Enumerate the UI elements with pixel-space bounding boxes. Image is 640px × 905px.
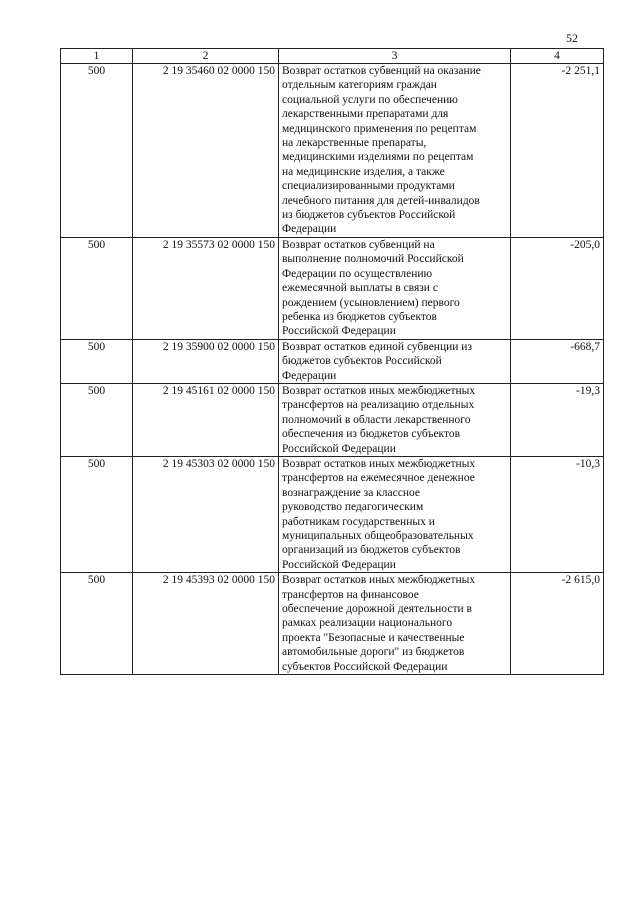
table-row xyxy=(61,64,604,238)
page-number: 52 xyxy=(566,31,578,45)
amount-cell: -19,3 xyxy=(511,383,604,456)
description-line: обеспечение дорожной деятельности в xyxy=(282,603,472,616)
description-line: Возврат остатков иных межбюджетных xyxy=(282,384,476,397)
description-line: Российской Федерации xyxy=(282,558,396,571)
table-row xyxy=(61,383,604,456)
description-line: работникам государственных и xyxy=(282,515,435,528)
description-line: бюджетов субъектов Российской xyxy=(282,355,442,368)
budget-code-cell: 2 19 45303 02 0000 150 xyxy=(133,456,279,572)
description-line: медицинскими изделиями по рецептам xyxy=(282,151,474,164)
description-line: социальной услуги по обеспечению xyxy=(282,93,458,106)
description-line: рождением (усыновлением) первого xyxy=(282,296,460,309)
description-cell xyxy=(279,383,511,456)
description-cell xyxy=(279,237,511,339)
description-line: на медицинские изделия, а также xyxy=(282,165,445,178)
description-line: специализированными продуктами xyxy=(282,180,455,193)
amount-cell: -10,3 xyxy=(511,456,604,572)
admin-code-cell: 500 xyxy=(61,456,133,572)
description-cell xyxy=(279,339,511,383)
description-line: руководство педагогическим xyxy=(282,501,424,514)
column-header-3: 3 xyxy=(279,49,511,64)
description-line: трансфертов на реализацию отдельных xyxy=(282,399,475,412)
description-line: Российской Федерации xyxy=(282,325,396,338)
description-line: вознаграждение за классное xyxy=(282,486,420,499)
description-line: на лекарственные препараты, xyxy=(282,137,427,150)
admin-code-cell: 500 xyxy=(61,573,133,675)
table-row xyxy=(61,339,604,383)
admin-code-cell: 500 xyxy=(61,339,133,383)
description-line: обеспечения из бюджетов субъектов xyxy=(282,428,461,441)
budget-code-cell: 2 19 35900 02 0000 150 xyxy=(133,339,279,383)
description-line: автомобильные дороги" из бюджетов xyxy=(282,646,465,659)
description-cell xyxy=(279,456,511,572)
table-header-row xyxy=(61,49,604,64)
description-cell xyxy=(279,573,511,675)
table-row xyxy=(61,573,604,675)
table-row xyxy=(61,456,604,572)
description-line: ребенка из бюджетов субъектов xyxy=(282,310,437,323)
column-header-1: 1 xyxy=(61,49,133,64)
description-line: ежемесячной выплаты в связи с xyxy=(282,282,438,295)
amount-cell: -205,0 xyxy=(511,237,604,339)
description-line: лечебного питания для детей-инвалидов xyxy=(282,194,480,207)
description-line: из бюджетов субъектов Российской xyxy=(282,209,456,222)
column-header-2: 2 xyxy=(133,49,279,64)
amount-cell: -2 615,0 xyxy=(511,573,604,675)
admin-code-cell: 500 xyxy=(61,383,133,456)
budget-code-cell: 2 19 45161 02 0000 150 xyxy=(133,383,279,456)
description-line: лекарственными препаратами для xyxy=(282,108,449,121)
budget-code-cell: 2 19 45393 02 0000 150 xyxy=(133,573,279,675)
admin-code-cell: 500 xyxy=(61,64,133,238)
description-line: выполнение полномочий Российской xyxy=(282,253,464,266)
description-line: отдельным категориям граждан xyxy=(282,79,437,92)
description-line: субъектов Российской Федерации xyxy=(282,660,448,673)
description-cell xyxy=(279,64,511,238)
description-line: трансфертов на финансовое xyxy=(282,588,419,601)
description-line: Возврат остатков единой субвенции из xyxy=(282,340,472,353)
description-line: рамках реализации национального xyxy=(282,617,453,630)
description-line: трансфертов на ежемесячное денежное xyxy=(282,472,475,485)
description-line: Федерации по осуществлению xyxy=(282,267,433,280)
description-line: муниципальных общеобразовательных xyxy=(282,530,474,542)
description-line: Возврат остатков субвенций на оказание xyxy=(282,65,481,77)
description-line: организаций из бюджетов субъектов xyxy=(282,544,461,557)
column-header-4: 4 xyxy=(511,49,604,64)
description-line: Федерации xyxy=(282,369,337,382)
description-line: Российской Федерации xyxy=(282,442,396,455)
budget-code-cell: 2 19 35460 02 0000 150 xyxy=(133,64,279,238)
amount-cell: -668,7 xyxy=(511,339,604,383)
description-line: Федерации xyxy=(282,223,337,236)
description-line: Возврат остатков иных межбюджетных xyxy=(282,574,476,587)
amount-cell: -2 251,1 xyxy=(511,64,604,238)
admin-code-cell: 500 xyxy=(61,237,133,339)
table-row xyxy=(61,237,604,339)
budget-code-cell: 2 19 35573 02 0000 150 xyxy=(133,237,279,339)
description-line: проекта "Безопасные и качественные xyxy=(282,631,465,644)
description-line: Возврат остатков иных межбюджетных xyxy=(282,457,476,470)
description-line: полномочий в области лекарственного xyxy=(282,413,471,426)
description-line: Возврат остатков субвенций на xyxy=(282,238,435,251)
table-body xyxy=(61,64,604,675)
budget-table xyxy=(60,48,604,675)
description-line: медицинского применения по рецептам xyxy=(282,122,477,135)
